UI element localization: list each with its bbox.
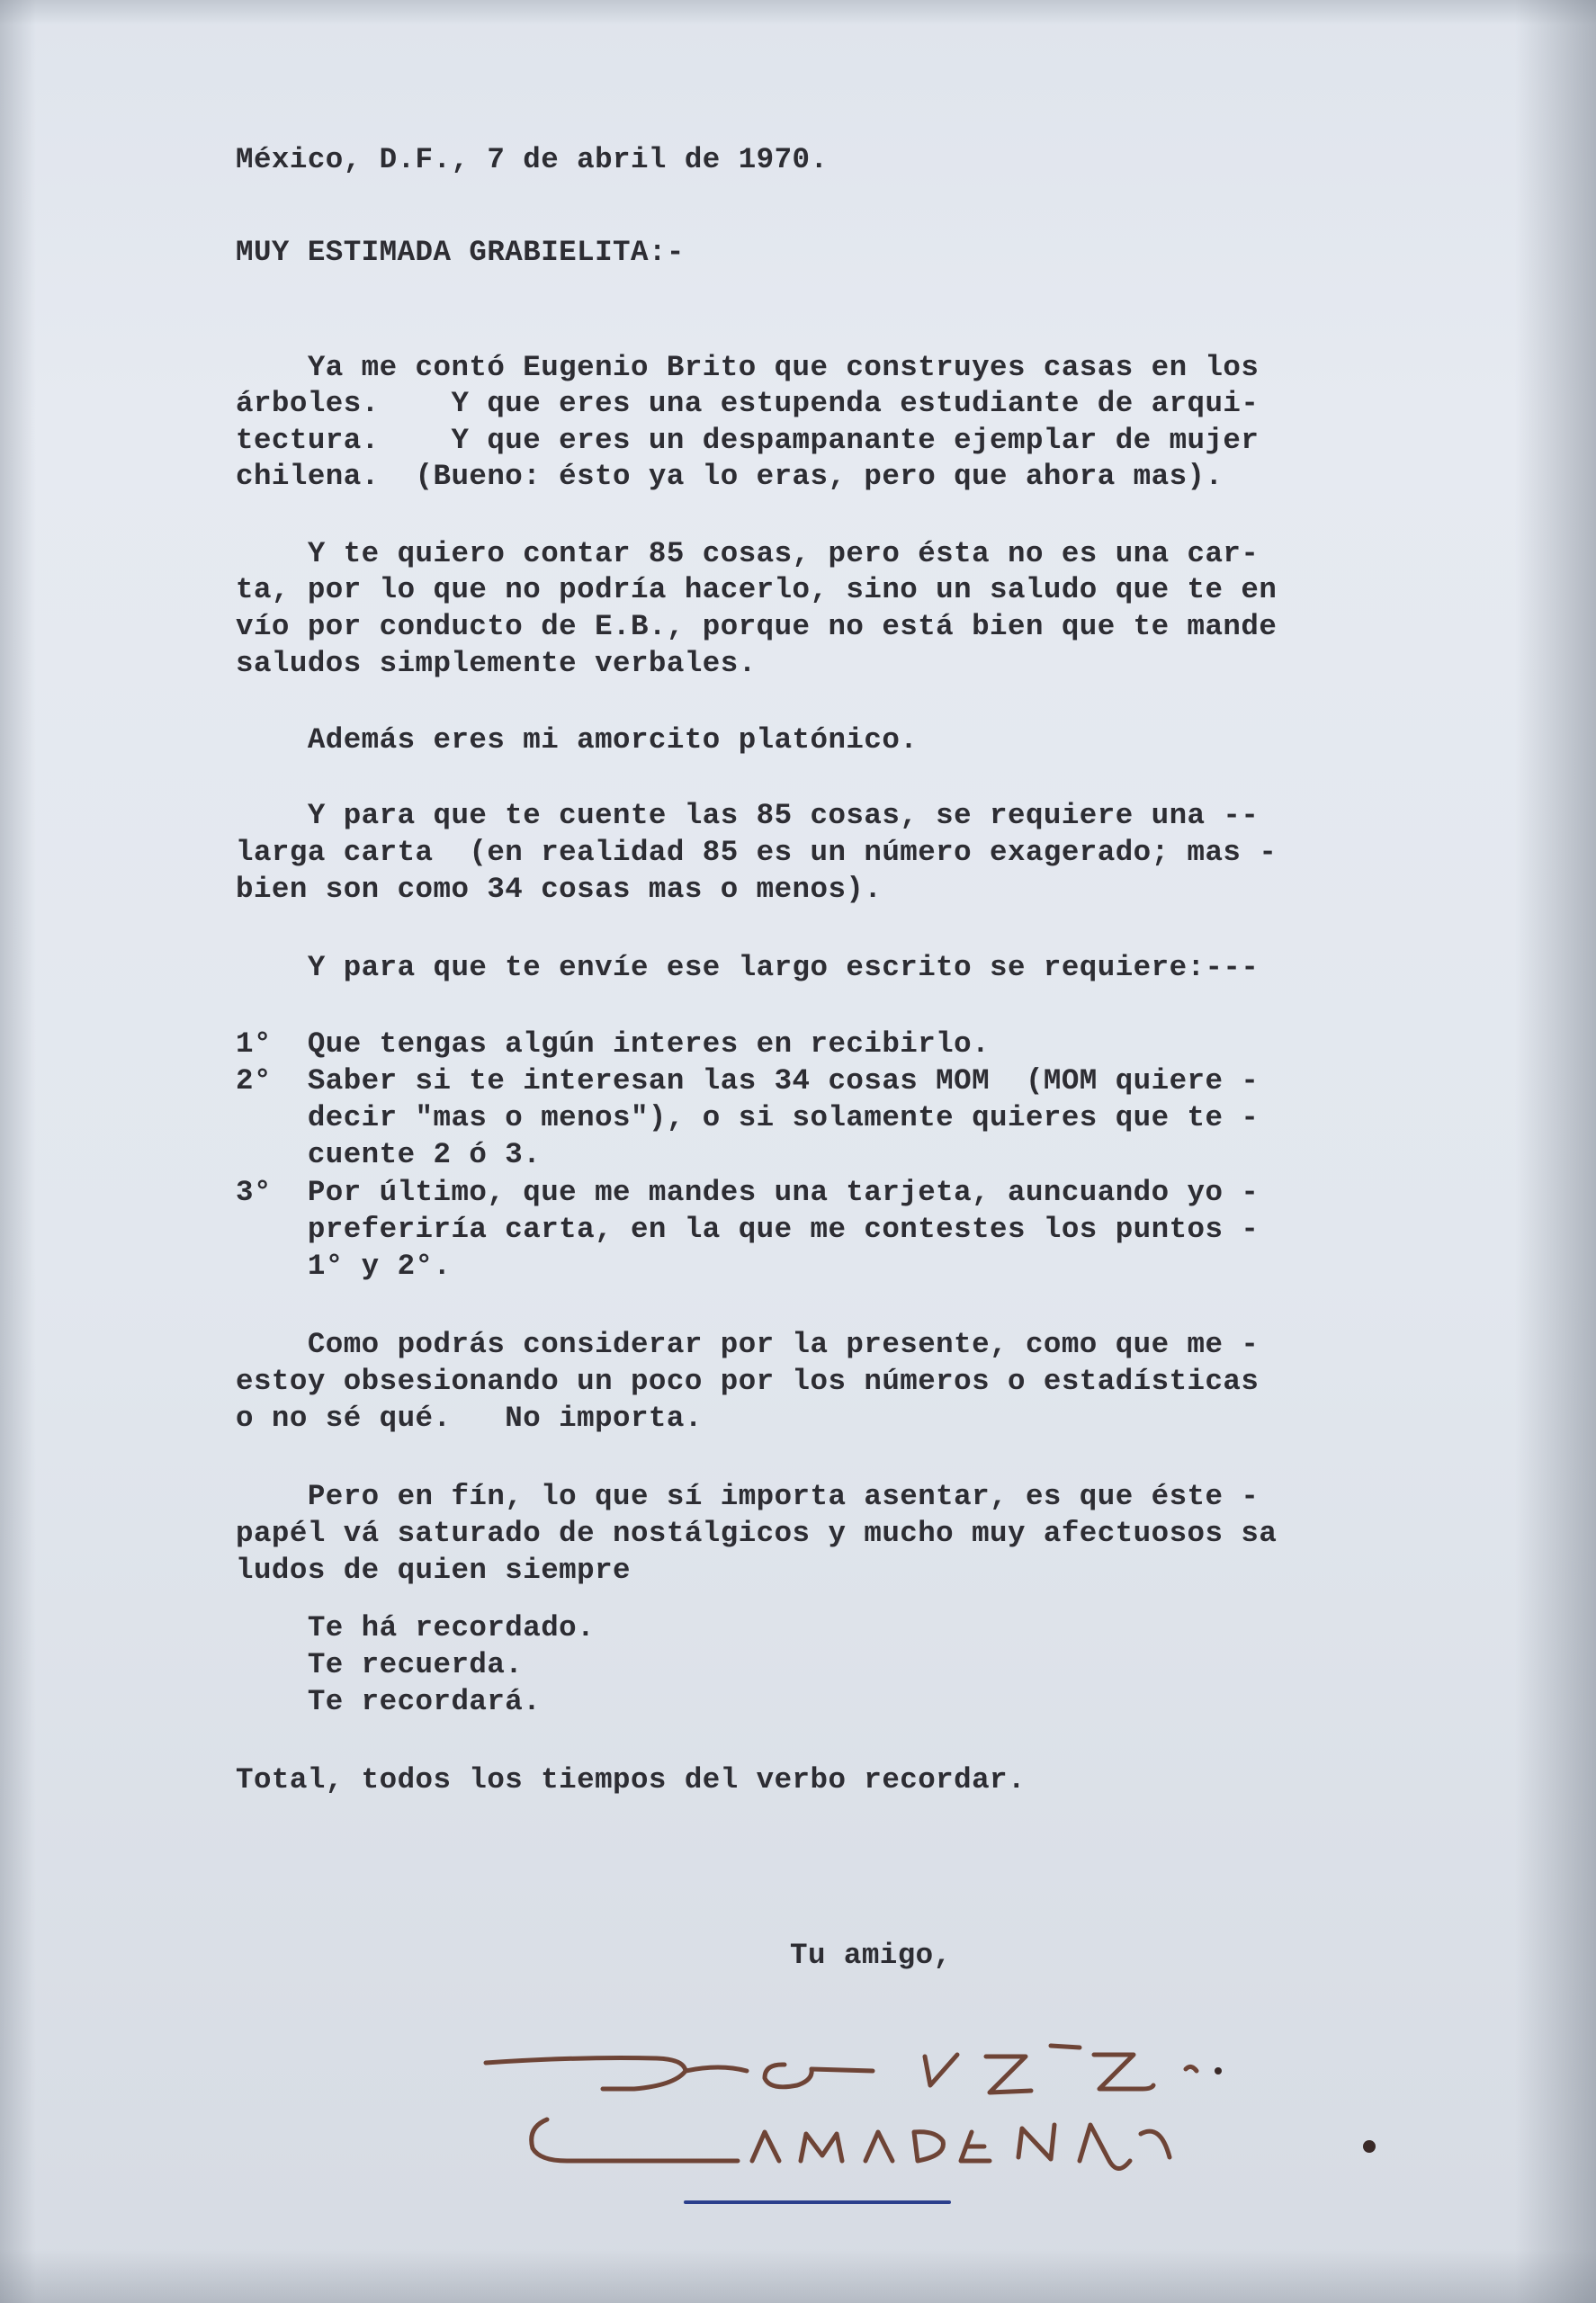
text-line: Y para que te envíe ese largo escrito se requiere:--- — [236, 951, 1260, 984]
list-item: 2° Saber si te interesan las 34 cosas MOM (MOM quiere - — [236, 1064, 1260, 1098]
text-line: Pero en fín, lo que sí importa asentar, es que éste - — [236, 1480, 1260, 1513]
text-line: Y para que te cuente las 85 cosas, se requiere una -- — [236, 799, 1260, 832]
text-line: árboles. Y que eres una estupenda estudiante de arqui- — [236, 387, 1260, 420]
text-line: Ya me contó Eugenio Brito que construyes casas en los — [236, 351, 1260, 384]
list-item: 1° y 2°. — [236, 1250, 452, 1283]
text-line: papél vá saturado de nostálgicos y mucho muy afectuosos sa — [236, 1517, 1278, 1550]
handwritten-signature — [450, 1970, 1439, 2240]
text-line: Te recordará. — [236, 1685, 542, 1718]
text-line: estoy obsesionando un poco por los números o estadísticas — [236, 1365, 1260, 1398]
text-line: ludos de quien siempre — [236, 1554, 631, 1587]
text-line: Y te quiero contar 85 cosas, pero ésta no es una car- — [236, 537, 1260, 570]
text-line: Te recuerda. — [236, 1648, 524, 1681]
list-item: cuente 2 ó 3. — [236, 1138, 542, 1171]
text-line: chilena. (Bueno: ésto ya lo eras, pero que ahora mas). — [236, 460, 1224, 493]
text-line: Como podrás considerar por la presente, como que me - — [236, 1328, 1260, 1361]
text-line: larga carta (en realidad 85 es un número exagerado; mas - — [236, 836, 1278, 869]
signature-dots — [1215, 2067, 1376, 2153]
paper-shadow-bottom — [0, 2249, 1596, 2303]
list-item: decir "mas o menos"), o si solamente quieres que te - — [236, 1101, 1260, 1134]
text-line: saludos simplemente verbales. — [236, 647, 757, 680]
list-item: preferiría carta, en la que me contestes los puntos - — [236, 1213, 1260, 1246]
text-line: o no sé qué. No importa. — [236, 1402, 703, 1435]
valediction: Tu amigo, — [790, 1939, 952, 1972]
text-line: Además eres mi amorcito platónico. — [236, 723, 919, 757]
text-line: vío por conducto de E.B., porque no está bien que te mande — [236, 610, 1278, 643]
closing-note: Total, todos los tiempos del verbo recordar. — [236, 1763, 1026, 1797]
signature-ink — [486, 2046, 1197, 2169]
list-item: 3° Por último, que me mandes una tarjeta, auncuando yo - — [236, 1176, 1260, 1209]
paper-shadow-top — [0, 0, 1596, 25]
text-line: Te há recordado. — [236, 1611, 596, 1644]
text-line: ta, por lo que no podría hacerlo, sino un saludo que te en — [236, 573, 1278, 606]
paper-shadow-right — [1515, 0, 1596, 2303]
paper-shadow-left — [0, 0, 36, 2303]
letter-salutation: MUY ESTIMADA GRABIELITA:- — [236, 236, 685, 269]
letter-date: México, D.F., 7 de abril de 1970. — [236, 143, 829, 176]
text-line: bien son como 34 cosas mas o menos). — [236, 873, 883, 906]
list-item: 1° Que tengas algún interes en recibirlo. — [236, 1027, 991, 1061]
text-line: tectura. Y que eres un despampanante ejemplar de mujer — [236, 424, 1260, 457]
